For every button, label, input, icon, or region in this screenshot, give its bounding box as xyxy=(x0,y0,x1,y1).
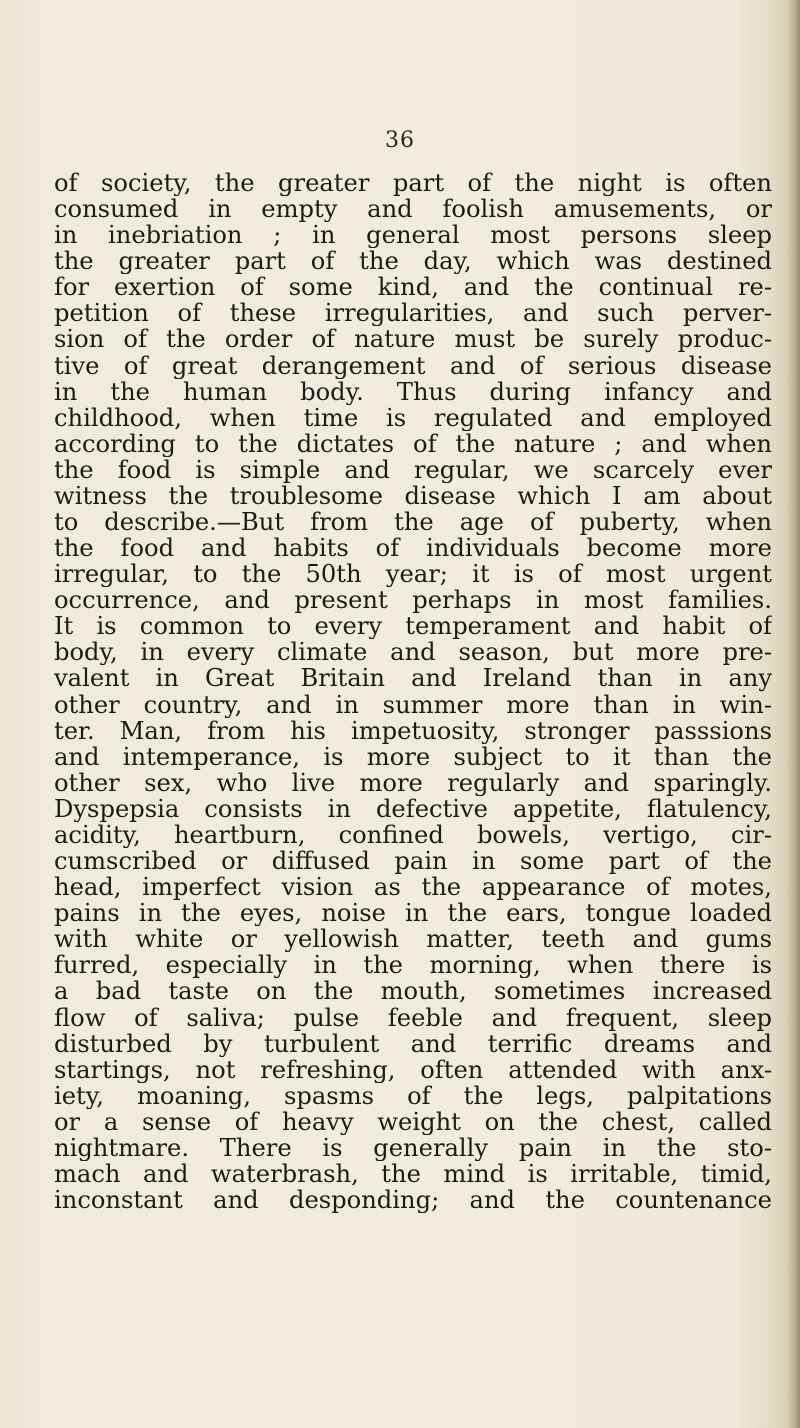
text-line: disturbed by turbulent and terrific dreams and xyxy=(54,1030,772,1057)
text-line: Dyspepsia consists in defective appetite, flatulency, xyxy=(54,795,772,822)
text-line: or a sense of heavy weight on the chest, called xyxy=(54,1108,772,1135)
text-line: to describe.—But from the age of puberty, when xyxy=(54,509,772,536)
text-line: acidity, heartburn, confined bowels, vertigo, cir- xyxy=(54,821,772,849)
text-line: childhood, when time is regulated and employed xyxy=(54,404,772,431)
text-line: the food and habits of individuals become more xyxy=(54,535,772,562)
text-line: in the human body. Thus during infancy and xyxy=(54,378,772,405)
text-line: pains in the eyes, noise in the ears, tongue loaded xyxy=(54,900,772,927)
text-line: the greater part of the day, which was destined xyxy=(54,248,772,275)
text-line: occurrence, and present perhaps in most families. xyxy=(54,587,772,614)
text-line: for exertion of some kind, and the continual re- xyxy=(54,274,772,301)
text-line: nightmare. There is generally pain in the sto- xyxy=(54,1134,772,1161)
text-line: ter. Man, from his impetuosity, stronger passsions xyxy=(54,717,772,744)
text-line: other sex, who live more regularly and sparingly. xyxy=(54,769,772,796)
text-line: with white or yellowish matter, teeth and gums xyxy=(54,926,772,953)
text-line: of society, the greater part of the night is often xyxy=(54,170,772,197)
page-number: 36 xyxy=(385,128,415,153)
text-line: witness the troublesome disease which I am about xyxy=(54,482,772,510)
text-line: cumscribed or diffused pain in some part of the xyxy=(54,848,772,875)
text-line: the food is simple and regular, we scarcely ever xyxy=(54,456,772,483)
text-line: mach and waterbrash, the mind is irritable, timid, xyxy=(54,1160,772,1188)
text-line: tive of great derangement and of serious disease xyxy=(54,352,772,379)
text-line: flow of saliva; pulse feeble and frequent, sleep xyxy=(54,1004,772,1031)
text-line: according to the dictates of the nature ; and when xyxy=(54,430,772,457)
text-line: irregular, to the 50th year; it is of most urgent xyxy=(54,561,772,588)
text-line: inconstant and desponding; and the countenance xyxy=(54,1187,772,1214)
text-line: in inebriation ; in general most persons sleep xyxy=(54,222,772,249)
text-line: startings, not refreshing, often attended with anx- xyxy=(54,1056,772,1083)
text-line: other country, and in summer more than in win- xyxy=(54,691,772,718)
text-line: sion of the order of nature must be surely produc- xyxy=(54,326,772,353)
text-line: It is common to every temperament and habit of xyxy=(54,613,772,640)
text-line: consumed in empty and foolish amusements, or xyxy=(54,196,772,223)
page-edge-shadow xyxy=(786,0,800,1428)
text-line: furred, especially in the morning, when there is xyxy=(54,952,772,979)
text-line: body, in every climate and season, but more pre- xyxy=(54,639,772,666)
text-line: a bad taste on the mouth, sometimes increased xyxy=(54,978,772,1005)
text-line: and intemperance, is more subject to it than the xyxy=(54,743,772,770)
text-line: petition of these irregularities, and such perver- xyxy=(54,300,772,327)
body-text xyxy=(54,170,772,1213)
text-line: iety, moaning, spasms of the legs, palpitations xyxy=(54,1082,772,1109)
text-line: head, imperfect vision as the appearance of motes, xyxy=(54,874,772,901)
text-line: valent in Great Britain and Ireland than in any xyxy=(54,665,772,692)
